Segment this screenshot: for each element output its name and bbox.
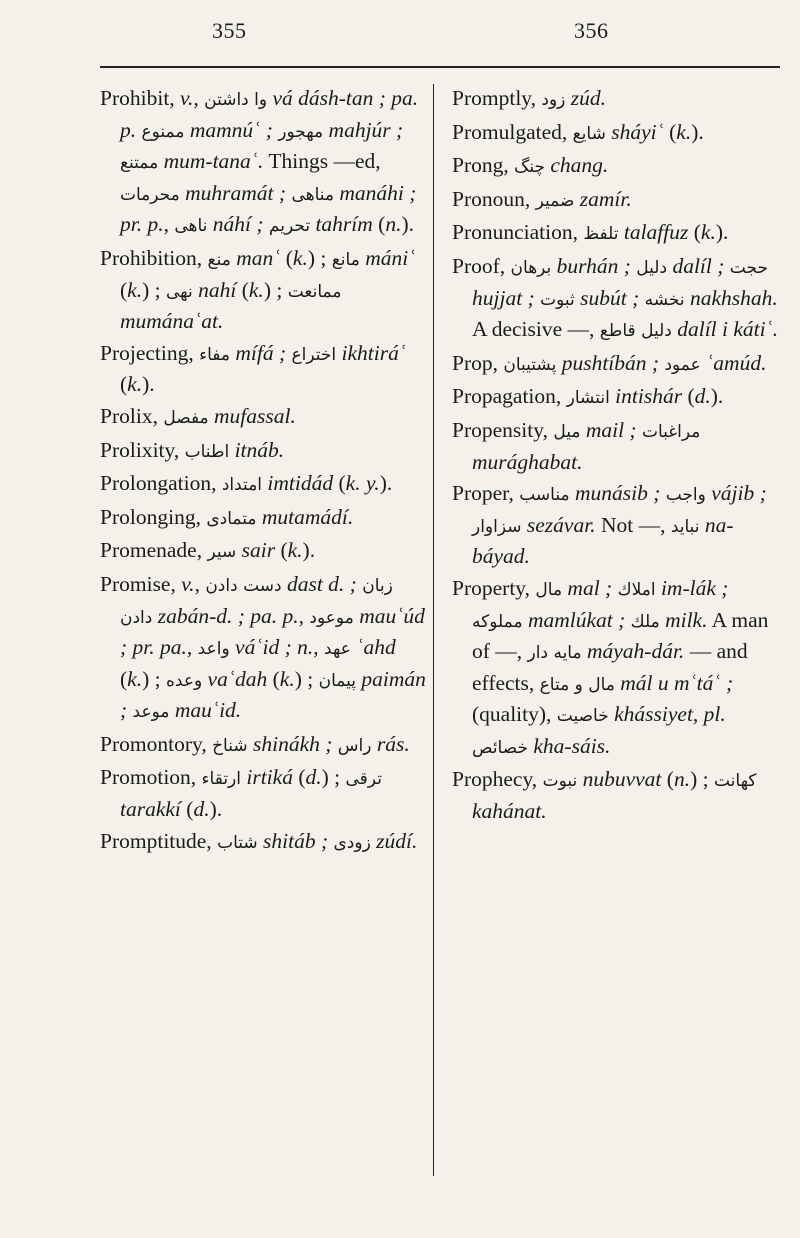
english-text: ). [209,797,223,822]
transliteration: zamír. [579,186,632,211]
english-text: Property, [452,575,536,600]
dictionary-entry [452,479,780,572]
persian-term: املاك [617,579,656,600]
english-text: , [313,635,324,660]
transliteration: kahánat. [472,799,547,824]
english-text: Proper, [452,481,520,506]
transliteration: ʿamúd. [706,350,767,375]
persian-term: دليل قاطع [599,321,672,342]
transliteration: ʿahd [356,635,396,660]
transliteration: na-báyad. [472,512,734,569]
transliteration: nakhshah. [690,285,778,310]
transliteration: k. [287,538,303,563]
english-text: , [193,86,205,110]
persian-term: خصائص [472,737,528,758]
dictionary-entry [452,574,780,764]
transliteration: n. [673,767,691,792]
persian-term: ممنوع [141,121,185,142]
english-text: ) ; [321,765,346,790]
persian-term: كهانت [713,771,757,792]
english-text: ( [180,797,194,822]
english-text: ( [120,277,128,302]
persian-term: پيمان [318,670,356,691]
transliteration: munásib ; [574,481,661,506]
transliteration: váʿid ; n. [235,635,314,660]
english-text: ) ; [142,277,166,302]
transliteration: imtidád [267,471,334,496]
transliteration: vá dásh-tan ; pa. p. [120,86,419,142]
dictionary-entry [100,339,426,400]
transliteration: manáhi ; [339,180,417,205]
persian-term: خاصيت [556,706,609,727]
transliteration: intishár [615,384,683,409]
english-text: Prolongation, [100,471,222,496]
english-text: ). [302,538,316,563]
transliteration: shinákh ; [252,731,333,756]
persian-term: ممانعت [287,281,342,302]
persian-term: مفصل [163,407,209,428]
dictionary-entry [452,118,780,150]
persian-term: مهجور [278,121,324,142]
transliteration: pushtíbán ; [561,350,660,375]
dictionary-entry [452,416,780,477]
transliteration: v. [180,86,194,110]
english-text: ). [401,212,414,237]
persian-term: زودی [333,832,371,853]
persian-term: وا داشتن [204,90,268,110]
transliteration: d. [694,384,711,409]
english-text: (quality), [472,702,557,727]
english-text: Propensity, [452,417,554,442]
dictionary-entry [100,730,426,762]
transliteration: k. [127,277,143,302]
english-text: Things —ed, [263,149,381,174]
header-rule [100,66,780,68]
transliteration: nubuvvat [582,767,662,792]
transliteration: manʿ [236,245,281,270]
english-text: , [298,603,310,628]
english-text: — and effects, [472,639,748,695]
page-number-left: 355 [212,18,247,43]
persian-term: چنگ [514,157,545,178]
persian-term: واعد [197,639,230,660]
persian-term: شايع [572,123,606,144]
english-text: Promise, [100,571,182,596]
transliteration: k. [127,372,143,397]
persian-term: ميل [553,421,581,442]
dictionary-entry [100,570,426,728]
dictionary-entry [452,765,780,826]
transliteration: vájib ; [711,481,767,506]
english-text: ( [688,220,701,245]
english-text: Prophecy, [452,767,543,792]
transliteration: itnáb. [234,437,285,462]
transliteration: n. [385,212,402,237]
english-text: ) ; [690,767,714,792]
english-text: Proof, [452,253,511,278]
persian-term: انتشار [566,388,610,409]
transliteration: dast d. ; [286,571,357,596]
english-text: ). [691,119,704,144]
english-text: ( [267,666,280,691]
persian-term: ممتنع [120,153,159,174]
transliteration: burhán ; [556,253,631,278]
transliteration: nahí [198,277,237,302]
persian-term: راس [337,735,372,756]
transliteration: mamnúʿ ; [189,117,273,142]
transliteration: k. [279,666,295,691]
transliteration: shitáb ; [263,828,329,853]
english-text: ( [120,666,128,691]
transliteration: tarakkí [120,797,181,822]
persian-term: مانع [331,249,360,270]
persian-term: شتاب [217,832,258,853]
dictionary-entry [452,185,780,217]
persian-term: موعود [309,607,354,628]
english-text: Prolixity, [100,437,185,462]
english-text: Promptitude, [100,828,218,853]
english-text: ( [333,471,346,496]
transliteration: k. [248,277,264,302]
english-text: ( [236,277,249,302]
english-text: ) ; [142,666,166,691]
english-text: Promontory, [100,731,213,756]
transliteration: zúd. [570,86,607,110]
transliteration: murághabat. [472,449,583,474]
transliteration: chang. [550,153,609,178]
english-text: ( [280,245,293,270]
english-text: , [194,571,206,596]
english-text: ( [275,538,288,563]
english-text: ). [710,384,724,409]
english-text: Propagation, [452,384,567,409]
persian-term: تحريم [268,216,311,237]
english-text: ( [663,119,677,144]
transliteration: mail ; [585,417,637,442]
dictionary-entry [100,402,426,434]
transliteration: mál u mʿtáʿ ; [620,670,734,695]
transliteration: rás. [376,731,410,756]
persian-term: نهی [165,281,193,302]
english-text: Prong, [452,153,515,178]
english-text: A decisive —, [472,317,600,342]
english-text: ( [292,765,306,790]
persian-term: ترقی [345,769,382,790]
transliteration: náhí ; [212,212,264,237]
transliteration: mahjúr ; [328,117,404,142]
persian-term: سير [207,542,237,563]
dictionary-entry [100,827,426,859]
persian-term: مناسب [519,485,570,506]
english-text: ) ; [263,277,288,302]
dictionary-entry [452,151,780,183]
english-text: Promotion, [100,765,202,790]
persian-term: ارتقاء [201,769,241,790]
english-text: ) ; [294,666,319,691]
transliteration: mufassal. [214,403,296,428]
english-text: Prolonging, [100,504,207,529]
dictionary-entry [100,436,426,468]
persian-term: برهان [510,257,552,278]
transliteration: sair [241,538,276,563]
persian-term: اختراع [291,344,337,365]
english-text: Projecting, [100,340,200,365]
persian-term: محرمات [120,184,180,205]
dictionary-entry [452,252,780,347]
persian-term: واجب [665,485,706,506]
english-text: ). [715,220,729,245]
transliteration: mániʿ [365,245,416,270]
english-text: ). [142,372,155,397]
page-number-right: 356 [574,18,609,43]
transliteration: im-lák ; [660,575,729,600]
persian-term: مال و متاع [539,674,615,695]
persian-term: نبوت [542,771,578,792]
transliteration: máyah-dár. [586,639,685,664]
persian-term: مال [535,579,563,600]
persian-term: متمادی [206,508,257,529]
english-text: ( [372,212,386,237]
transliteration: d. [193,797,210,822]
persian-term: ضمير [535,190,575,211]
transliteration: v. [181,571,195,596]
transliteration: mamlúkat ; [527,607,626,632]
transliteration: k. [127,666,143,691]
persian-term: پشتيبان [503,354,557,375]
english-text: Pronunciation, [452,220,584,245]
english-text: Prolix, [100,403,164,428]
english-text: ( [120,372,128,397]
english-text: , [186,635,198,660]
right-column [452,84,780,829]
transliteration: mumánaʿat. [120,309,224,334]
transliteration: hujjat ; [472,285,535,310]
transliteration: muhramát ; [185,180,287,205]
english-text: ( [661,767,674,792]
transliteration: pr. p. [120,212,164,237]
persian-term: مراغبات [641,421,701,442]
english-text: Promenade, [100,538,208,563]
english-text: Not —, [595,512,671,537]
persian-term: زبان دادن [120,575,393,628]
persian-term: امتداد [221,475,263,496]
persian-term: اطناب [184,441,230,462]
persian-term: عمود [664,354,701,375]
dictionary-entry [452,382,780,414]
transliteration: subút ; [580,285,640,310]
persian-term: دليل [636,257,668,278]
english-text: Promptly, [452,86,542,110]
persian-term: ناهی [174,216,208,237]
dictionary-entry [100,503,426,535]
transliteration: tahrím [315,212,373,237]
transliteration: mal ; [567,575,613,600]
transliteration: mauʿid. [174,698,242,723]
dictionary-entry [100,763,426,824]
persian-term: تلفظ [583,224,619,245]
english-text: Pronoun, [452,186,536,211]
persian-term: مملوكه [472,611,523,632]
persian-term: زود [541,90,566,110]
english-text: , [163,212,175,237]
english-text: ( [682,384,695,409]
dictionary-entry [100,244,426,337]
dictionary-entry [452,218,780,250]
transliteration: mutamádí. [261,504,354,529]
transliteration: k. y. [345,471,380,496]
transliteration: k. [676,119,692,144]
english-text: ) ; [307,245,332,270]
dictionary-entry [100,469,426,501]
english-text: Promulgated, [452,119,573,144]
english-text: ). [379,471,393,496]
transliteration: mum-tanaʿ. [163,149,264,174]
english-text: Prohibit, [100,86,181,110]
persian-term: موعد [132,702,170,723]
persian-term: مفاء [199,344,231,365]
transliteration: dalíl ; [672,253,725,278]
persian-term: ثبوت [540,289,575,310]
persian-term: مايه دار [527,643,582,664]
transliteration: mauʿúd ; pr. pa. [120,603,425,660]
persian-term: دست دادن [205,575,282,596]
dictionary-entry [100,536,426,568]
transliteration: sezávar. [526,512,596,537]
transliteration: khássiyet, pl. [614,702,726,727]
transliteration: d. [305,765,322,790]
persian-term: منع [207,249,231,270]
left-column [100,84,426,860]
transliteration: k. [700,220,716,245]
transliteration: milk. [665,607,708,632]
persian-term: مناهی [291,184,334,205]
dictionary-entry [452,84,780,116]
english-text: Prop, [452,350,504,375]
transliteration: irtiká [246,765,293,790]
persian-term: حجت [729,257,768,278]
transliteration: zúdí. [376,828,418,853]
transliteration: ikhtiráʿ [341,340,407,365]
transliteration: talaffuz [623,220,689,245]
persian-term: شناخ [212,735,248,756]
transliteration: sháyiʿ [611,119,664,144]
persian-term: نبايد [670,516,700,537]
transliteration: paimán ; [120,666,426,723]
transliteration: mífá ; [235,340,287,365]
dictionary-entry [452,349,780,381]
column-divider [433,84,434,1176]
persian-term: ملك [630,611,660,632]
dictionary-entry [100,84,426,242]
transliteration: vaʿdah [207,666,268,691]
english-text: Prohibition, [100,245,208,270]
persian-term: نخشه [644,289,685,310]
transliteration: kha-sáis. [533,733,611,758]
transliteration: dalíl i kátiʿ. [677,317,779,342]
transliteration: zabán-d. ; pa. p. [157,603,299,628]
transliteration: k. [292,245,308,270]
persian-term: وعده [165,670,203,691]
english-text: A man of —, [472,607,769,664]
persian-term: عهد [324,639,351,660]
persian-term: سزاوار [472,516,522,537]
